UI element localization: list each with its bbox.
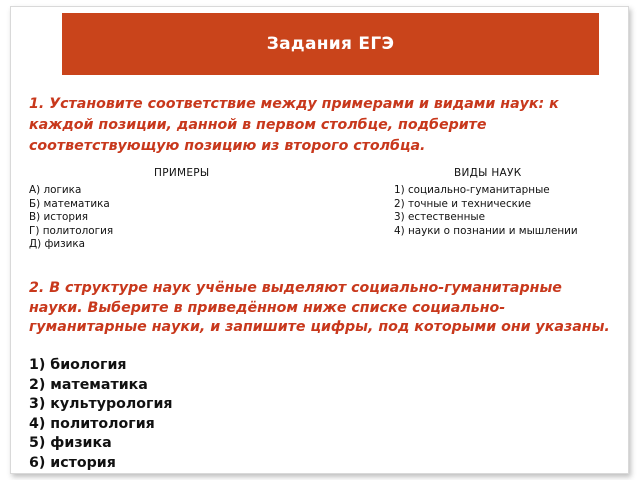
- slide: [10, 6, 629, 474]
- list-item: 3) естественные: [394, 211, 485, 224]
- list-item: 1) биология: [29, 357, 127, 373]
- list-item: 2) точные и технические: [394, 197, 532, 210]
- list-item: В) история: [29, 211, 88, 224]
- list-item: Д) физика: [29, 238, 86, 251]
- slide-title: Задания ЕГЭ: [266, 34, 395, 54]
- kinds-list: [394, 184, 612, 238]
- task2-options: [29, 356, 173, 474]
- list-item: 4) науки о познании и мышлении: [394, 224, 578, 237]
- task2-question: 2. В структуре наук учёные выделяют социально-гуманитарные науки. Выберите в приведённом ниже списке социально-гуманитарные науки, и запишите цифры, под которыми они указаны.: [29, 280, 610, 335]
- kinds-column-title: ВИДЫ НАУК: [454, 167, 522, 179]
- list-item: 3) культурология: [29, 396, 173, 413]
- examples-column-title: ПРИМЕРЫ: [154, 167, 210, 179]
- title-banner: [62, 13, 599, 75]
- list-item: 5) физика: [29, 435, 112, 452]
- list-item: 1) социально-гуманитарные: [394, 184, 550, 196]
- list-item: 2) математика: [29, 376, 148, 393]
- list-item: Б) математика: [29, 197, 110, 210]
- list-item: Г) политология: [29, 224, 114, 237]
- list-item: А) логика: [29, 184, 82, 196]
- list-item: 6) история: [29, 454, 116, 471]
- task1-question: 1. Установите соответствие между примерами и видами наук: к каждой позиции, данной в первом столбце, подберите соответствующую позицию из второго столбца.: [29, 96, 559, 154]
- examples-list: [29, 184, 113, 252]
- list-item: 4) политология: [29, 415, 155, 432]
